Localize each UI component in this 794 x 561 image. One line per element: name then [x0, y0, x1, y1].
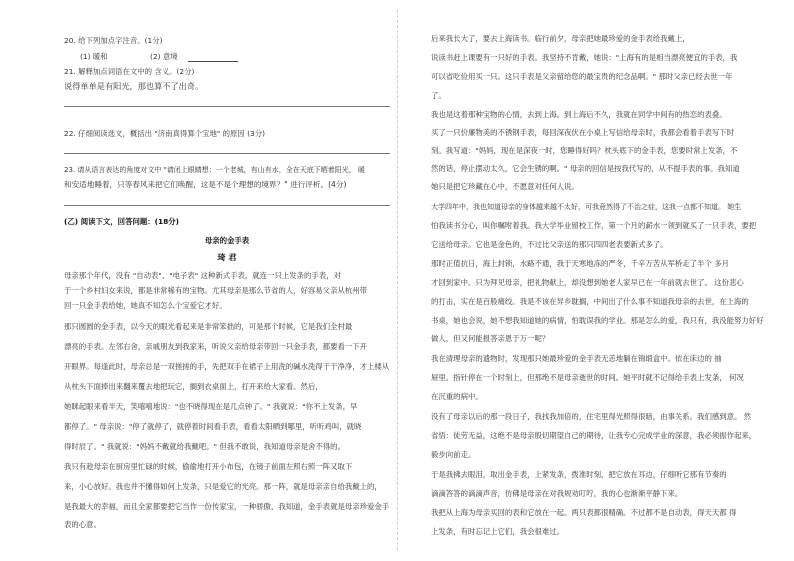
article-line: 才回到家中。只为拜见母亲，把礼物献上，却没想到她老人家早已在一年前就去世了。 这份悲心 — [431, 278, 744, 287]
article-line: 刻。我写道："妈妈，现在是深夜一时，您睡得好吗？枕头底下的金手表，您要时常上发条，不 — [431, 146, 738, 155]
article-line: 表的心意。 — [64, 520, 101, 529]
article-line: 于一个乡村妇女来说，都是非常稀有的宝物。尤其母亲是那么节省的人，好容易父亲从杭州带 — [64, 286, 368, 295]
article-line: 都停了。" 母亲说："停了就停了，就停着时间看手表，看看太阳晒到哪里，听听鸡叫，就晓 — [64, 422, 362, 431]
article-line: 没有了母亲以后的那一段日子，我找我加倍的，住宅里得光照得很暗，由事关系。我们感到意。 然 — [431, 412, 752, 421]
article-line: 我在清理母亲的遗物时，发现那只她最珍爱的金手表无恙地躺在锦缎盒中。依在床边的 抽 — [431, 354, 722, 363]
article-line: 毅步向前走。 — [431, 450, 476, 459]
question-21-sentence: 说得单单是有阳光，那也算不了出奇。 — [64, 81, 204, 91]
article-line: 然的话，停止摆动太久，它会生锈的啊。" 母亲的回信是按我代写的，从不提手表的事。我知道 — [431, 164, 740, 173]
article-line: 我也是这着那种宝物的心情，去到上海。到上海后不久，我就在同学中间有的热恋的表叠。 — [431, 110, 727, 119]
article-line: 母亲那个年代，没有 "自动表"、"电子表" 这种新式手表，就连一只上发条的手表，对 — [64, 271, 341, 280]
article-line: 的打击，实在是百般痛绞。我是不该在异乡耽搁，中间出了什么事不知道我母亲的去世，在上海的 — [431, 297, 749, 306]
article-line: 漂亮的手表。左邻右舍，亲戚朋友到我家来，听说父亲给母亲带回一只金手表，都要看一下开 — [64, 342, 368, 351]
article-line: 屉里。指针停在一个时刻上，但那绝不是母亲逝世的时间。她平时就不记得给手表上发条， 何况 — [431, 373, 744, 382]
article-line: 大学四年中，我也知道母亲的身体越来越不太好，可我竟然得了不治之症，这我一点都不知道。 她生 — [431, 203, 742, 211]
question-20-item-b: (2) 意境 — [150, 52, 178, 61]
article-line: 于是我拂去眼泪，取出金手表，上紧发条，拨准时刻，把它放在耳边，仔细听它那有节奏的 — [431, 470, 727, 479]
article-line: 那时正值抗日，海上封锁，水路不通，我于天寒地冻的严冬，千辛万苦从军桥走了半个 多月 — [431, 259, 729, 268]
article-line: 我把从上海为母亲买回的表和它放在一起。两只表都很精确。不过都不是自动表，得天天都 得 — [431, 508, 737, 517]
question-20-prompt: 20. 给下列加点字注音。(1分) — [64, 36, 163, 45]
answer-line[interactable] — [64, 205, 390, 206]
answer-line[interactable] — [64, 153, 390, 154]
question-20-item-a: (1) 暖和 — [80, 52, 108, 61]
right-column — [397, 0, 794, 561]
article-line: 可以省吃俭用买一只。这只手表是父亲留给您的最宝贵的纪念品啊。" 那时父亲已经去世一年 — [431, 72, 733, 81]
article-line: 开眼界。每逢此时，母亲总是一双搓搓的手，先把双手在裙子上用洗的碱水洗得干干净净，才上楼从 — [64, 362, 390, 371]
article-line: 从枕头下面捧出来翻来覆去地把玩它，搁到衣桌面上，打开来给大家看。然后， — [64, 382, 323, 391]
answer-blank[interactable] — [188, 61, 238, 62]
article-line: 做人，但又何能报答亲恩于万一呢？ — [431, 334, 550, 343]
article-line: 它送给母亲。它也是金色的，不过比父亲送的那只四四老表要新式多了。 — [431, 240, 668, 249]
article-line: 回一只金手表给她，她真不知怎么个宝爱它才好。 — [64, 301, 227, 310]
article-line: 在沉重的病中。 — [431, 392, 483, 401]
article-line: 滴滴答答的滴滴声音，仿佛是母亲在对我规劝叮咛，我的心也渐渐平静下来。 — [431, 489, 683, 498]
article-line: 得时辰了。" 我就说："妈妈不戴就给我戴吧。" 但我不敢说，我知道母亲是舍不得的。 — [64, 442, 345, 451]
article-line: 说读书赶上课要有一只好的手表。我坚持不肯戴，她说："上海有的是相当漂亮便宜的手表，我 — [431, 53, 738, 62]
article-line: 怕我读书分心，叫你嘱咐着我。我大学毕业留校工作，第一个月的薪水一领到就买了一只手表，要把 — [431, 221, 757, 230]
section-heading: (乙) 阅读下文，回答问题：(18分) — [64, 217, 180, 226]
article-author: 琦 君 — [217, 252, 237, 262]
article-line: 上发条，有时忘记上它们，我会很难过。 — [431, 527, 565, 536]
article-title: 母亲的金手表 — [204, 236, 250, 245]
article-line: 来，小心放好。我也并不懂得如何上发条，只是爱它的光亮。那一阵，就是母亲亲自给我戴上的， — [64, 482, 382, 491]
answer-line[interactable] — [64, 106, 390, 107]
article-line: 省悟：徒劳无益，这绝不是母亲殷切期望自己的期待，让我专心完成学业的深意，我必须振作起来， — [431, 431, 757, 440]
article-line: 她只是把它珍藏在心中，不愿意对任何人说。 — [431, 182, 579, 191]
article-line: 买了一只价廉物美的不锈钢手表，每回深夜伏在小桌上写信给母亲时，我都会看着手表写下时 — [431, 128, 735, 137]
question-23-line-1: 23. 请从语言表达的角度对文中 "请闭上眼睛想：一个老城，有山有水，全在天底下晒着阳光， 暖 — [64, 166, 366, 174]
article-line: 是我最大的幸福，而且全家都要把它当作一份传家宝，一种骄傲，我知道，金手表就是母亲珍爱金手 — [64, 502, 390, 511]
question-23-line-2: 和安适地睡着，只等春风来把它们唤醒，这是不是个理想的境界？" 进行评析。(4分) — [64, 180, 347, 189]
question-21-prompt: 21. 解释加点词语在文中的 含义。(2分) — [64, 67, 195, 76]
article-line: 书桌，她也会说，她不想我知道她的病情，怕耽误我的学业。那是怎么的爱，我只有，我没能努力好好 — [431, 316, 764, 325]
question-22-prompt: 22. 仔细阅读选文，概括出 "济南真得算个宝地" 的原因 (3分) — [64, 129, 266, 138]
article-line: 那只圆圆的金手表，以今天的眼光看起来是非常笨拙的，可是那个时候，它是我们全村最 — [64, 322, 353, 331]
article-line: 她眯起眼来看半天，笑嘻嘻地说："也不晓得现在是几点钟了。" 我就说："你不上发条，早 — [64, 402, 358, 411]
article-line: 我只有趁母亲在厨房里忙碌的时候，偷偷地打开小布包，在镜子前面左照右照一阵又取下 — [64, 462, 353, 471]
article-line: 后来我长大了，要去上海读书。临行前夕，母亲把她最珍爱的金手表给我戴上， — [431, 34, 690, 43]
article-line: 了。 — [431, 91, 446, 100]
